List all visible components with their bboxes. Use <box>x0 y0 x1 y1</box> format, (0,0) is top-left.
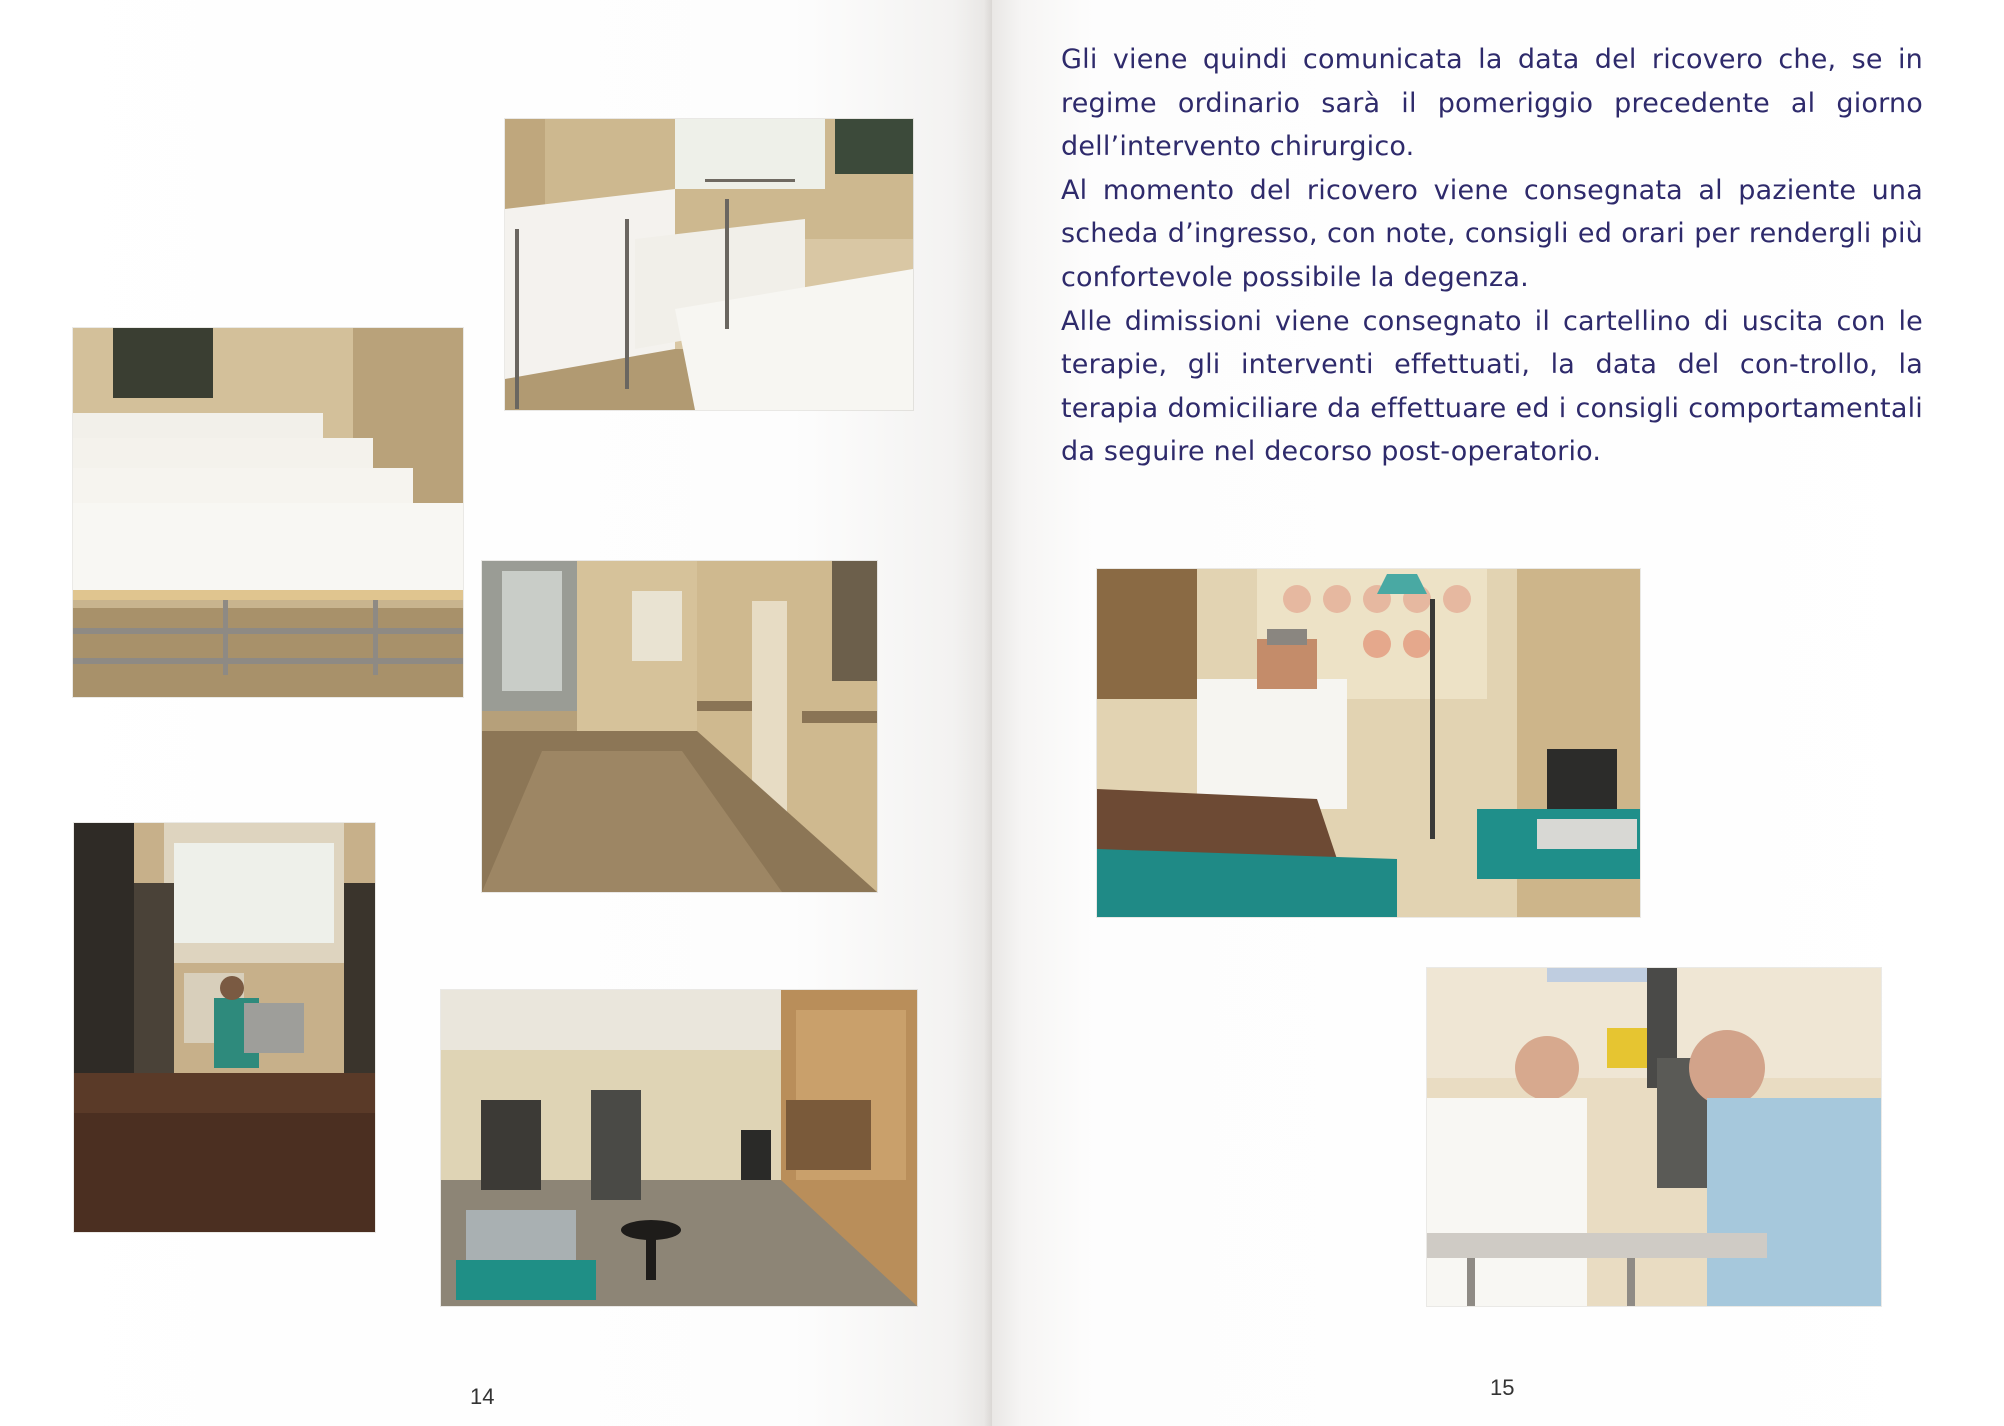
photo-exam-room <box>441 990 917 1306</box>
page-number-right: 15 <box>1490 1375 1515 1400</box>
photo-ward-beds-window <box>505 119 913 410</box>
paragraph-scheda-ingresso: Al momento del ricovero viene consegnata al paziente una scheda d’ingresso, con note, consigli ed orari per rendergli più confortevole possibile la degenza. <box>1061 174 1923 293</box>
photo-slit-lamp-exam <box>1427 968 1881 1306</box>
photo-ward-beds-row <box>73 328 463 697</box>
page-number-left: 14 <box>470 1384 495 1409</box>
body-text <box>1061 38 1923 474</box>
paragraph-ricovero-date: Gli viene quindi comunicata la data del ricovero che, se in regime ordinario sarà il pomeriggio precedente al giorno dell’intervento chirurgico. <box>1061 44 1923 163</box>
paragraph-dimissioni: Alle dimissioni viene consegnato il cartellino di uscita con le terapie, gli interventi effettuati, la data del con-trollo, la terapia domiciliare da effettuare ed i consigli comportamentali da seguire nel decorso post-operatorio. <box>1061 305 1923 468</box>
left-page <box>0 0 992 1426</box>
photo-doctor-patient-procedure <box>1097 569 1640 917</box>
photo-nurse-station <box>74 823 375 1232</box>
photo-corridor <box>482 561 877 892</box>
